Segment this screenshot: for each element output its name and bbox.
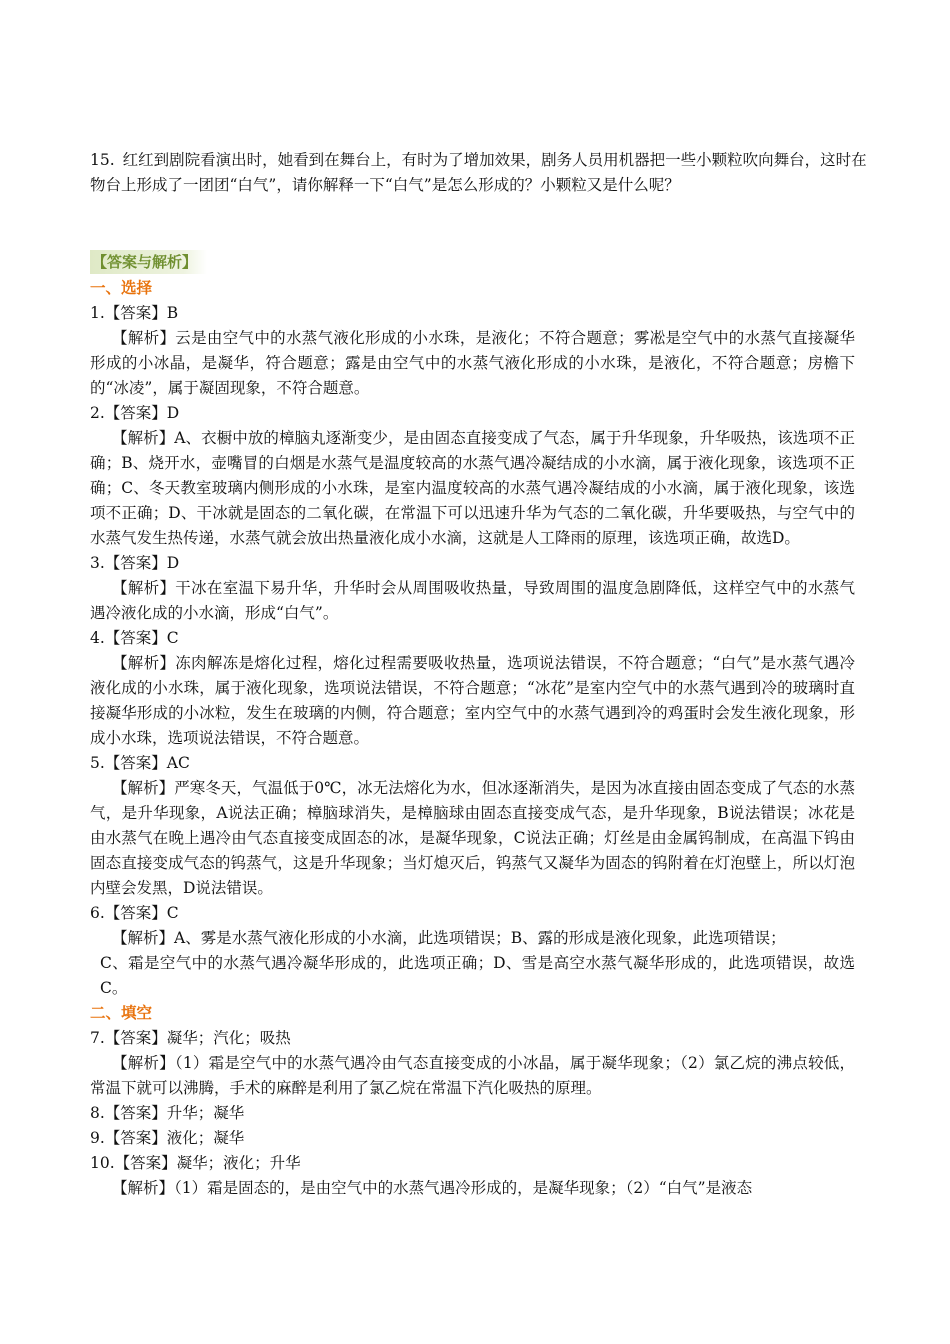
answer-8-label: 8.【答案】升华；凝华: [90, 1104, 245, 1122]
section-choice: 一、选择: [90, 279, 153, 297]
question-15-text: 红红到剧院看演出时，她看到在舞台上，有时为了增加效果，剧务人员用机器把一些小颗粒吹向舞台，这时在物台上形成了一团团“白气”，请你解释一下“白气”是怎么形成的？小颗粒又是什么呢？: [90, 151, 867, 194]
answer-10-explanation: 【解析】（1）霜是固态的，是由空气中的水蒸气遇冷形成的，是凝华现象；（2）“白气”是液态: [112, 1179, 753, 1197]
answer-4-label: 4.【答案】C: [90, 629, 179, 647]
answer-header: 【答案与解析】: [90, 250, 207, 274]
answer-2-label: 2.【答案】D: [90, 404, 180, 422]
answer-6-explanation-first: 【解析】A、雾是水蒸气液化形成的小水滴，此选项错误；B、露的形成是液化现象，此选项错误；: [112, 929, 786, 947]
answer-1-explanation: 【解析】云是由空气中的水蒸气液化形成的小水珠，是液化；不符合题意；雾凇是空气中的水蒸气直接凝华形成的小冰晶，是凝华，符合题意；露是由空气中的水蒸气液化形成的小水珠，是液化，不符合题意；房檐下的“冰凌”，属于凝固现象，不符合题意。: [90, 329, 855, 397]
answer-content: [90, 276, 855, 1201]
question-15-number: 15.: [90, 151, 115, 169]
answer-5-label: 5.【答案】AC: [90, 754, 190, 772]
answer-4-explanation: 【解析】冻肉解冻是熔化过程，熔化过程需要吸收热量，选项说法错误，不符合题意；“白气”是水蒸气遇冷液化成的小水珠，属于液化现象，选项说法错误，不符合题意；“冰花”是室内空气中的水蒸气遇到冷的玻璃时直接凝华形成的小冰粒，发生在玻璃的内侧，符合题意；室内空气中的水蒸气遇到冷的鸡蛋时会发生液化现象，形成小水珠，选项说法错误，不符合题意。: [90, 654, 855, 747]
answer-7-explanation: 【解析】（1）霜是空气中的水蒸气遇冷由气态直接变成的小冰晶，属于凝华现象；（2）氯乙烷的沸点较低，常温下就可以沸腾，手术的麻醉是利用了氯乙烷在常温下汽化吸热的原理。: [90, 1054, 855, 1097]
answer-9-label: 9.【答案】液化；凝华: [90, 1129, 245, 1147]
section-fill: 二、填空: [90, 1004, 153, 1022]
answer-3-label: 3.【答案】D: [90, 554, 180, 572]
answer-6-explanation: [90, 926, 855, 1001]
question-15: [90, 148, 870, 198]
answer-6-label: 6.【答案】C: [90, 904, 179, 922]
answer-7-label: 7.【答案】凝华；汽化；吸热: [90, 1029, 291, 1047]
answer-3-explanation: 【解析】干冰在室温下易升华，升华时会从周围吸收热量，导致周围的温度急剧降低，这样空气中的水蒸气遇冷液化成的小水滴，形成“白气”。: [90, 579, 855, 622]
answer-1-label: 1.【答案】B: [90, 304, 179, 322]
answer-2-explanation: 【解析】A、衣橱中放的樟脑丸逐渐变少，是由固态直接变成了气态，属于升华现象，升华吸热，该选项不正确；B、烧开水，壶嘴冒的白烟是水蒸气是温度较高的水蒸气遇冷凝结成的小水滴，属于液化现象，该选项不正确；C、冬天教室玻璃内侧形成的小水珠，是室内温度较高的水蒸气遇冷凝结成的小水滴，属于液化现象，该选项不正确；D、干冰就是固态的二氧化碳，在常温下可以迅速升华为气态的二氧化碳，升华要吸热，与空气中的水蒸气发生热传递，水蒸气就会放出热量液化成小水滴，这就是人工降雨的原理，该选项正确，故选D。: [90, 429, 855, 547]
answer-6-explanation-rest: C、霜是空气中的水蒸气遇冷凝华形成的，此选项正确；D、雪是高空水蒸气凝华形成的，此选项错误，故选C。: [100, 954, 855, 997]
answer-5-explanation: 【解析】严寒冬天，气温低于0℃，冰无法熔化为水，但冰逐渐消失，是因为冰直接由固态变成了气态的水蒸气，是升华现象，A说法正确；樟脑球消失，是樟脑球由固态直接变成气态，是升华现象，B说法错误；冰花是由水蒸气在晚上遇冷由气态直接变成固态的冰，是凝华现象，C说法正确；灯丝是由金属钨制成，在高温下钨由固态直接变成气态的钨蒸气，这是升华现象；当灯熄灭后，钨蒸气又凝华为固态的钨附着在灯泡壁上，所以灯泡内壁会发黑，D说法错误。: [90, 779, 855, 897]
answer-10-label: 10.【答案】凝华；液化；升华: [90, 1154, 301, 1172]
